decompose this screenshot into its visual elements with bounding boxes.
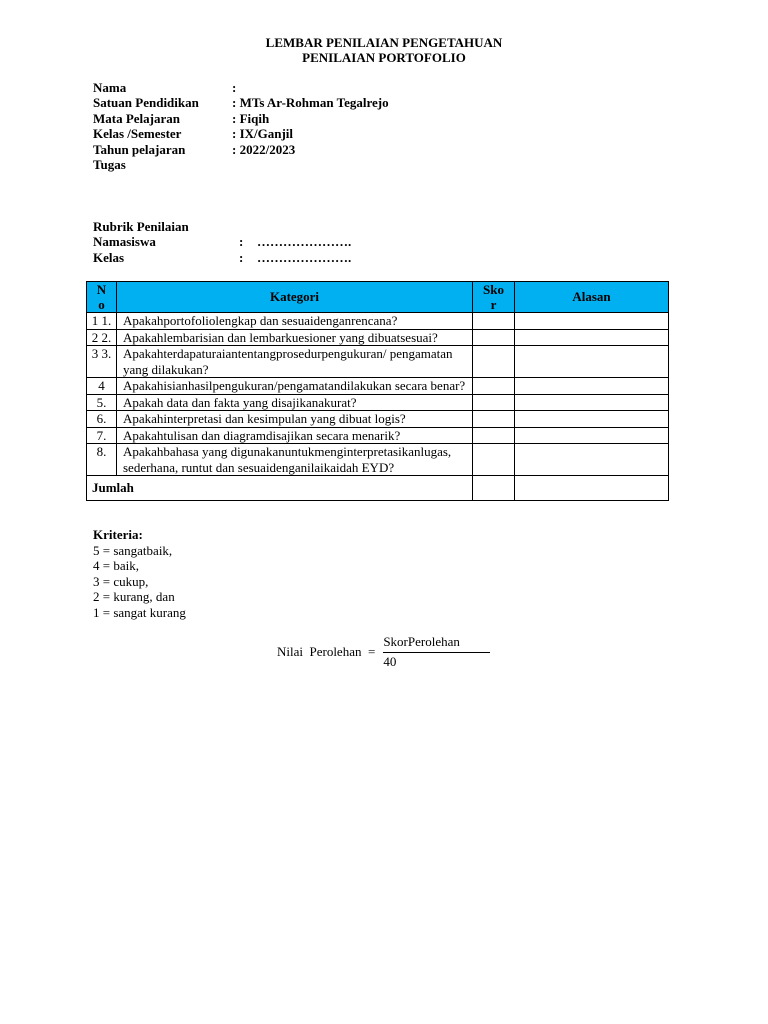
row-skor-cell[interactable] [473, 394, 515, 411]
row-skor-cell[interactable] [473, 378, 515, 395]
info-row-mapel [93, 111, 389, 126]
row-number: 3 3. [87, 346, 117, 378]
info-value: : MTs Ar-Rohman Tegalrejo [232, 95, 389, 111]
identity-section [93, 80, 389, 172]
row-number: 1 1. [87, 313, 117, 330]
info-label: Kelas /Semester [93, 126, 182, 142]
total-alasan-cell[interactable] [515, 476, 669, 501]
row-number: 8. [87, 444, 117, 476]
total-label: Jumlah [87, 476, 473, 501]
formula-fraction [383, 634, 490, 670]
info-value: : Fiqih [232, 110, 270, 126]
criteria-item: 4 = baik, [93, 558, 139, 573]
criteria-item: 3 = cukup, [93, 573, 149, 589]
document-title: LEMBAR PENILAIAN PENGETAHUAN [265, 35, 503, 50]
row-kategori: Apakahinterpretasi dan kesimpulan yang dibuat logis? [117, 411, 473, 428]
row-kategori: Apakah data dan fakta yang disajikanakurat? [117, 394, 473, 411]
info-row-tugas [93, 157, 389, 172]
row-number: 6. [87, 411, 117, 428]
table-row [87, 313, 669, 330]
rubrik-value[interactable]: …………………. [257, 249, 352, 265]
formula-lhs: Nilai Perolehan = [277, 644, 376, 659]
table-row [87, 378, 669, 395]
info-row-kelas [93, 126, 389, 141]
rubrik-row-kelas [93, 250, 351, 265]
row-skor-cell[interactable] [473, 444, 515, 476]
row-alasan-cell[interactable] [515, 329, 669, 346]
score-formula [277, 634, 490, 670]
row-alasan-cell[interactable] [515, 411, 669, 428]
document-subtitle: PENILAIAN PORTOFOLIO [302, 50, 466, 65]
info-label: Tugas [93, 157, 126, 173]
table-row [87, 329, 669, 346]
rubrik-heading: Rubrik Penilaian [93, 219, 189, 234]
row-kategori: Apakahterdapaturaiantentangprosedurpengukuran/ pengamatan yang dilakukan? [117, 346, 473, 378]
row-kategori: Apakahlembarisian dan lembarkuesioner yang dibuatsesuai? [117, 329, 473, 346]
criteria-item: 2 = kurang, dan [93, 589, 175, 604]
criteria-item: 1 = sangat kurang [93, 604, 186, 620]
row-kategori: Apakahtulisan dan diagramdisajikan secara menarik? [117, 427, 473, 444]
row-kategori: Apakahportofoliolengkap dan sesuaidenganrencana? [117, 313, 473, 330]
info-label: Mata Pelajaran [93, 110, 181, 126]
row-number: 7. [87, 427, 117, 444]
row-number: 5. [87, 394, 117, 411]
info-row-satuan [93, 95, 389, 110]
row-alasan-cell[interactable] [515, 427, 669, 444]
header-kategori: Kategori [117, 282, 473, 313]
header-no: No [87, 282, 117, 313]
rubrik-label: Kelas [93, 249, 125, 265]
info-value: : [232, 80, 237, 95]
row-kategori: Apakahisianhasilpengukuran/pengamatandilakukan secara benar? [117, 378, 473, 395]
rubrik-row-nama [93, 234, 351, 249]
row-alasan-cell[interactable] [515, 444, 669, 476]
total-skor-cell[interactable] [473, 476, 515, 501]
criteria-item: 5 = sangatbaik, [93, 542, 173, 558]
info-row-nama [93, 80, 389, 95]
info-label: Satuan Pendidikan [93, 95, 199, 111]
rubrik-section [93, 219, 351, 265]
table-row [87, 411, 669, 428]
header-skor: Skor [473, 282, 515, 313]
rubrik-value[interactable]: …………………. [257, 234, 352, 250]
info-label: Nama [93, 80, 127, 95]
table-row [87, 346, 669, 378]
rubrik-colon: : [239, 249, 244, 265]
criteria-heading: Kriteria: [93, 527, 143, 542]
table-row [87, 394, 669, 411]
row-alasan-cell[interactable] [515, 394, 669, 411]
info-label: Tahun pelajaran [93, 141, 186, 157]
row-number: 2 2. [87, 329, 117, 346]
row-skor-cell[interactable] [473, 411, 515, 428]
criteria-section [93, 527, 186, 620]
table-total-row [87, 476, 669, 501]
assessment-table [86, 281, 669, 501]
row-skor-cell[interactable] [473, 346, 515, 378]
header-alasan: Alasan [515, 282, 669, 313]
formula-numerator: SkorPerolehan [383, 634, 490, 653]
info-value: : IX/Ganjil [232, 126, 294, 142]
table-row [87, 444, 669, 476]
info-row-tahun [93, 142, 389, 157]
table-header-row [87, 282, 669, 313]
formula-denominator: 40 [383, 654, 397, 669]
row-skor-cell[interactable] [473, 313, 515, 330]
row-kategori: Apakahbahasa yang digunakanuntukmenginterpretasikanlugas, sederhana, runtut dan sesuaidenganilaikaidah EYD? [117, 444, 473, 476]
table-row [87, 427, 669, 444]
info-value: : 2022/2023 [232, 141, 296, 157]
row-alasan-cell[interactable] [515, 378, 669, 395]
rubrik-label: Namasiswa [93, 234, 156, 250]
row-alasan-cell[interactable] [515, 346, 669, 378]
row-number: 4 [87, 378, 117, 395]
rubrik-colon: : [239, 234, 244, 250]
row-skor-cell[interactable] [473, 427, 515, 444]
row-skor-cell[interactable] [473, 329, 515, 346]
row-alasan-cell[interactable] [515, 313, 669, 330]
